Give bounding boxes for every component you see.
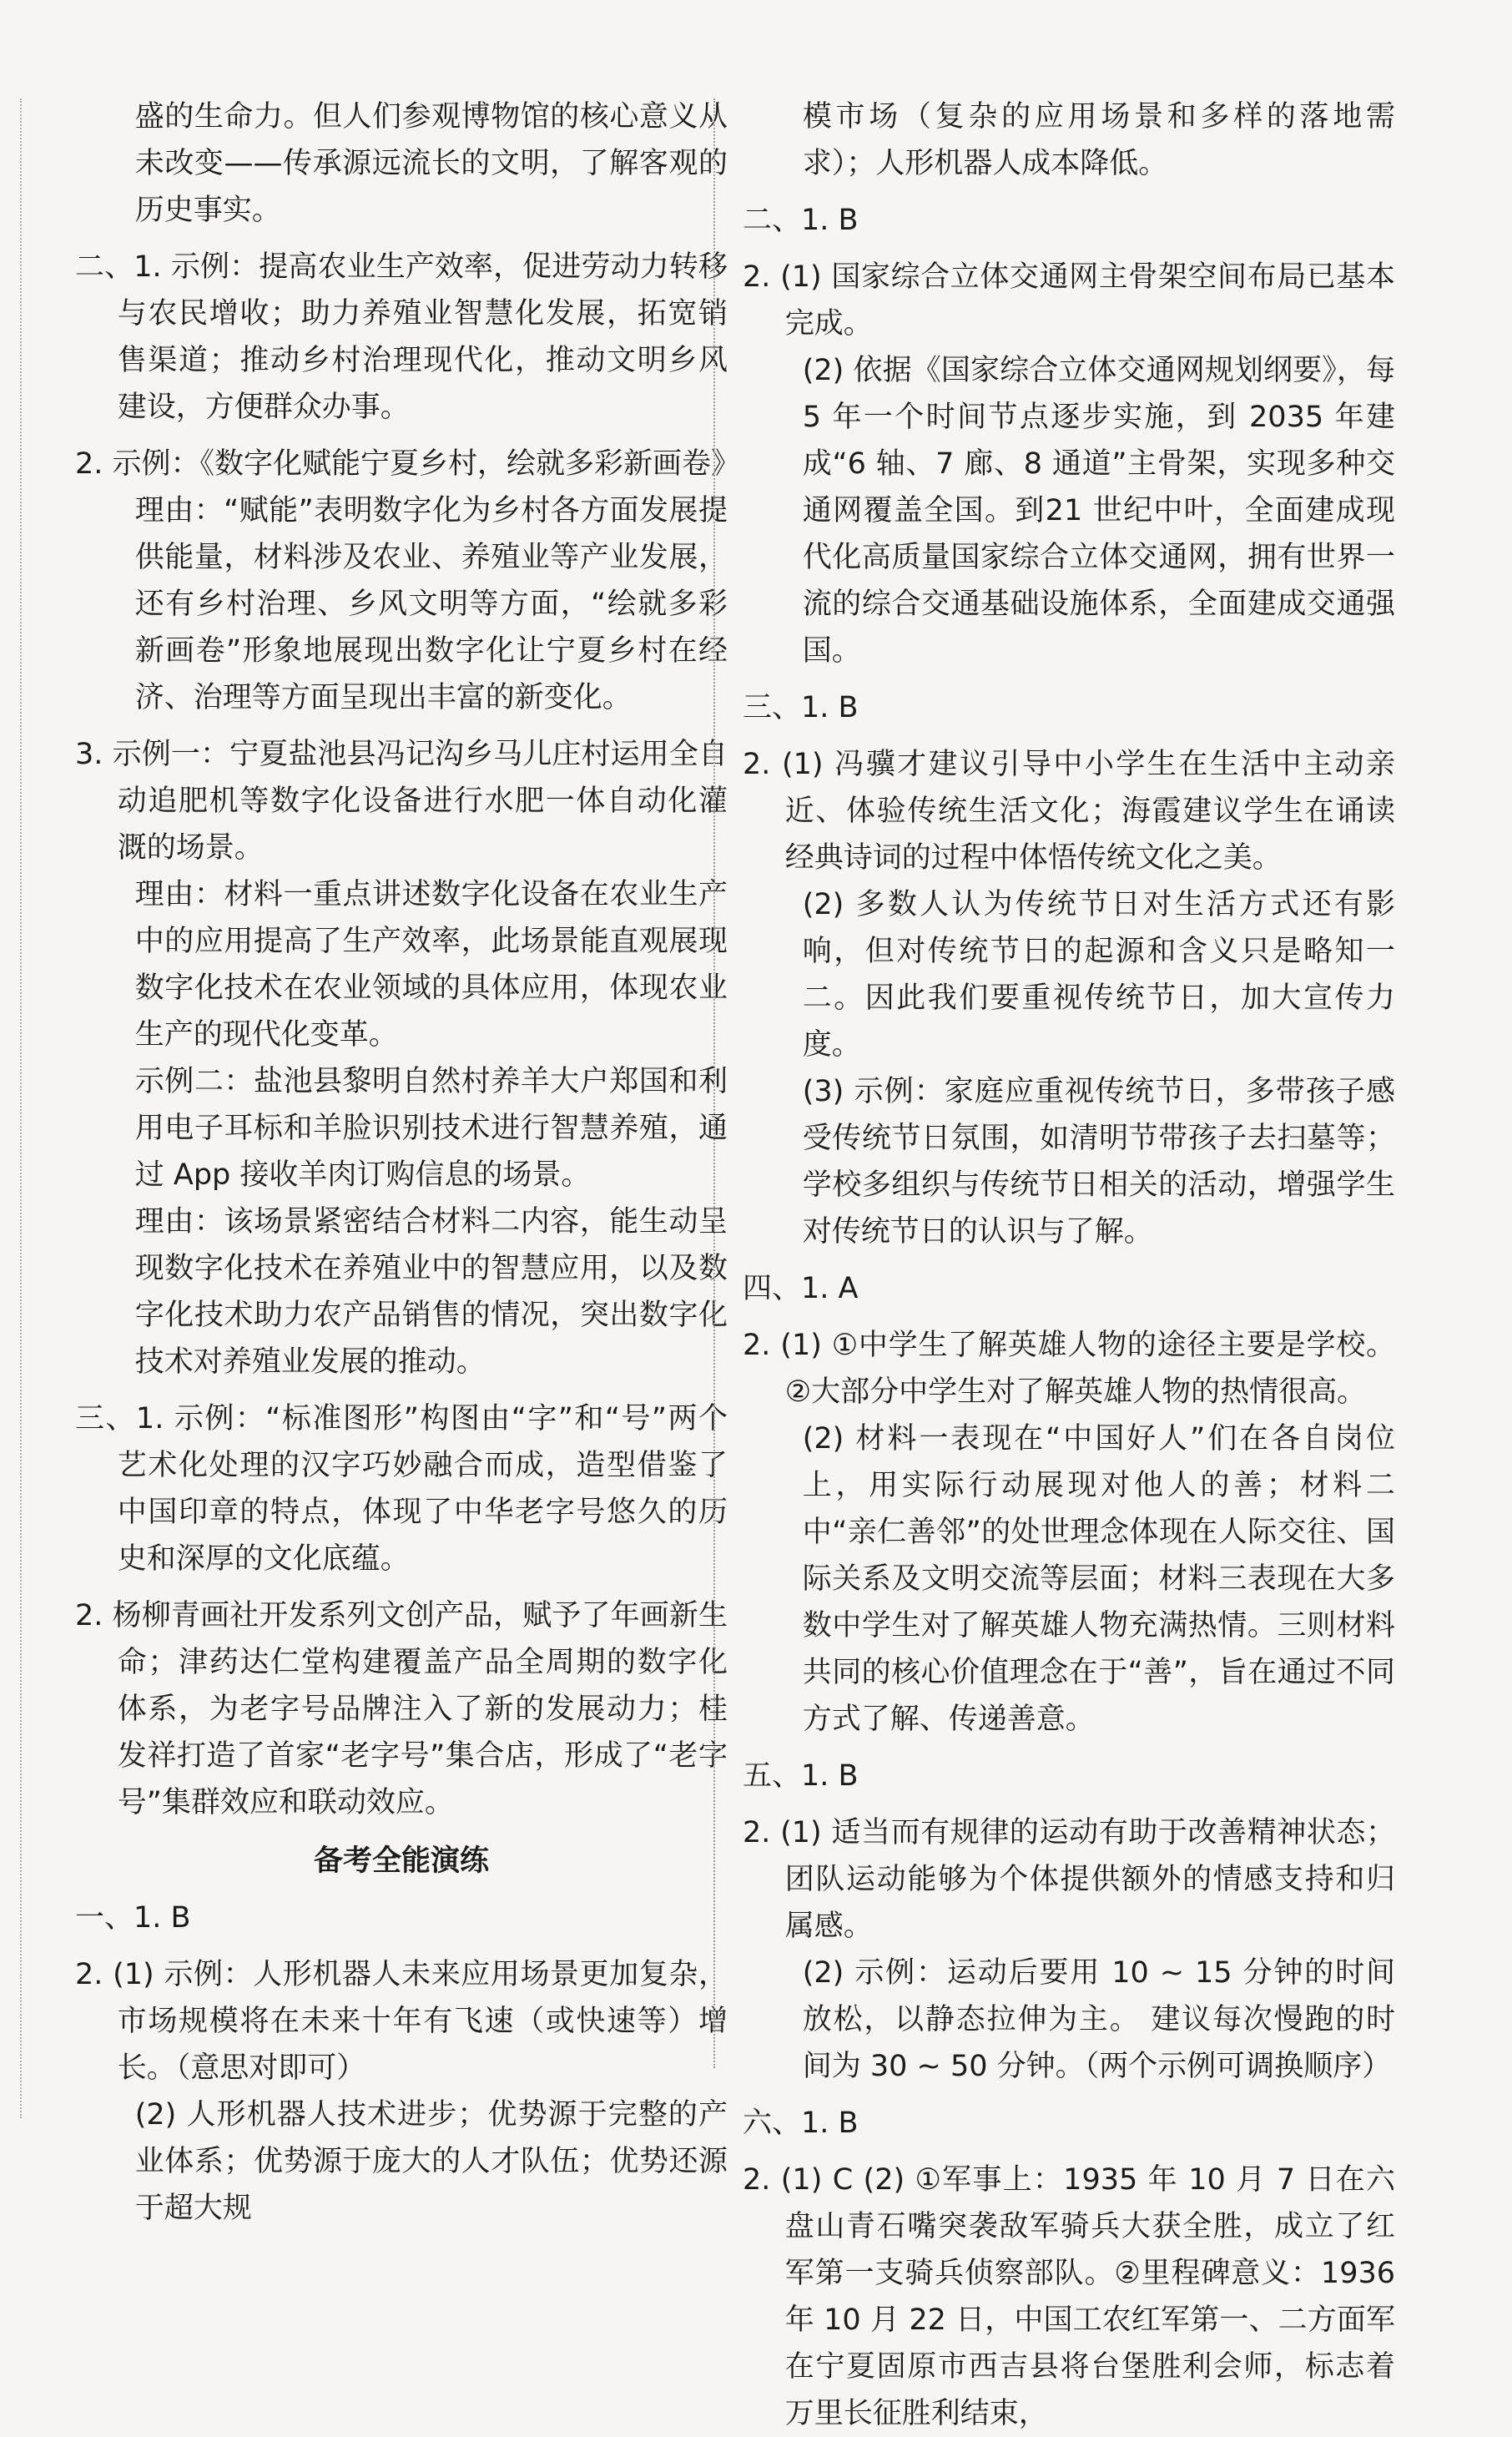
answer-paragraph: 2. (1) 适当而有规律的运动有助于改善精神状态；团队运动能够为个体提供额外的情感支持和归属感。	[743, 1816, 1395, 1943]
answer-paragraph: 六、1. B	[743, 2107, 859, 2140]
answer-paragraph: 四、1. A	[743, 1272, 859, 1305]
answer-paragraph: 二、1. B	[743, 204, 859, 237]
answer-paragraph: 2. (1) C (2) ①军事上：1935 年 10 月 7 日在六盘山青石嘴突袭敌军骑兵大获全胜，成立了红军第一支骑兵侦察部队。②里程碑意义：1936 年 10 月 22 日，中国工农红军第一、二方面军在宁夏固原市西吉县将台堡胜利会师，标志着万里长征胜利结束，	[743, 2163, 1395, 2430]
answer-paragraph: 2. 示例：《数字化赋能宁夏乡村，绘就多彩新画卷》	[75, 447, 741, 481]
answer-paragraph: 3. 示例一：宁夏盐池县冯记沟乡马儿庄村运用全自动追肥机等数字化设备进行水肥一体自动化灌溉的场景。	[75, 738, 728, 865]
answer-paragraph: (2) 材料一表现在“中国好人”们在各自岗位上，用实际行动展现对他人的善；材料二中“亲仁善邻”的处世理念体现在人际交往、国际关系及文明交流等层面；材料三表现在大多数中学生对了解英雄人物充满热情。三则材料共同的核心价值理念在于“善”，旨在通过不同方式了解、传递善意。	[802, 1422, 1395, 1736]
answer-paragraph: 盛的生命力。但人们参观博物馆的核心意义从未改变——传承源远流长的文明，了解客观的历史事实。	[134, 100, 728, 227]
left-column	[75, 93, 741, 2232]
answer-paragraph: 三、1. B	[743, 691, 859, 724]
section-heading: 备考全能演练	[313, 1844, 489, 1878]
answer-paragraph: 理由：该场景紧密结合材料二内容，能生动呈现数字化技术在养殖业中的智慧应用，以及数字化技术助力农产品销售的情况，突出数字化技术对养殖业发展的推动。	[134, 1205, 728, 1379]
answer-paragraph: 理由：材料一重点讲述数字化设备在农业生产中的应用提高了生产效率，此场景能直观展现数字化技术在农业领域的具体应用，体现农业生产的现代化变革。	[134, 878, 728, 1052]
answer-paragraph: 二、1. 示例：提高农业生产效率，促进劳动力转移与农民增收；助力养殖业智慧化发展，拓宽销售渠道；推动乡村治理现代化，推动文明乡风建设，方便群众办事。	[75, 250, 728, 424]
answer-paragraph: 示例二：盐池县黎明自然村养羊大户郑国和利用电子耳标和羊脸识别技术进行智慧养殖，通过 App 接收羊肉订购信息的场景。	[134, 1065, 728, 1192]
answer-paragraph: 五、1. B	[743, 1759, 859, 1793]
answer-paragraph: 模市场（复杂的应用场景和多样的落地需求）；人形机器人成本降低。	[802, 100, 1395, 180]
right-column	[743, 93, 1395, 2437]
column-divider	[713, 98, 715, 2068]
answer-paragraph: 2. (1) ①中学生了解英雄人物的途径主要是学校。②大部分中学生对了解英雄人物的热情很高。	[743, 1329, 1395, 1409]
answer-paragraph: 三、1. 示例：“标准图形”构图由“字”和“号”两个艺术化处理的汉字巧妙融合而成，造型借鉴了中国印章的特点，体现了中华老字号悠久的历史和深厚的文化底蕴。	[75, 1402, 728, 1576]
answer-paragraph: (2) 示例：运动后要用 10 ~ 15 分钟的时间放松，以静态拉伸为主。 建议每次慢跑的时间为 30 ~ 50 分钟。（两个示例可调换顺序）	[802, 1956, 1395, 2083]
answer-paragraph: 2. 杨柳青画社开发系列文创产品，赋予了年画新生命；津药达仁堂构建覆盖产品全周期的数字化体系，为老字号品牌注入了新的发展动力；桂发祥打造了首家“老字号”集合店，形成了“老字号”集群效应和联动效应。	[75, 1599, 728, 1819]
answer-paragraph: 理由：“赋能”表明数字化为乡村各方面发展提供能量，材料涉及农业、养殖业等产业发展，还有乡村治理、乡风文明等方面，“绘就多彩新画卷”形象地展现出数字化让宁夏乡村在经济、治理等方面呈现出丰富的新变化。	[134, 494, 728, 714]
answer-paragraph: 2. (1) 冯骥才建议引导中小学生在生活中主动亲近、体验传统生活文化；海霞建议学生在诵读经典诗词的过程中体悟传统文化之美。	[743, 748, 1395, 875]
answer-paragraph: (2) 多数人认为传统节日对生活方式还有影响，但对传统节日的起源和含义只是略知一二。因此我们要重视传统节日，加大宣传力度。	[802, 888, 1395, 1062]
answer-paragraph: (2) 依据《国家综合立体交通网规划纲要》，每 5 年一个时间节点逐步实施，到 2035 年建成“6 轴、7 廊、8 通道”主骨架，实现多种交通网覆盖全国。到21 世纪中叶，全面建成现代化高质量国家综合立体交通网，拥有世界一流的综合交通基础设施体系，全面建成交通强国。	[802, 354, 1395, 668]
answer-paragraph: 2. (1) 国家综合立体交通网主骨架空间布局已基本完成。	[743, 260, 1395, 341]
margin-line	[20, 98, 22, 2118]
answer-paragraph: (3) 示例：家庭应重视传统节日，多带孩子感受传统节日氛围，如清明节带孩子去扫墓等；学校多组织与传统节日相关的活动，增强学生对传统节日的认识与了解。	[802, 1075, 1395, 1249]
answer-paragraph: (2) 人形机器人技术进步；优势源于完整的产业体系；优势源于庞大的人才队伍；优势还源于超大规	[134, 2098, 728, 2225]
answer-paragraph: 一、1. B	[75, 1901, 191, 1935]
answer-paragraph: 2. (1) 示例：人形机器人未来应用场景更加复杂，市场规模将在未来十年有飞速（或快速等）增长。（意思对即可）	[75, 1958, 728, 2085]
